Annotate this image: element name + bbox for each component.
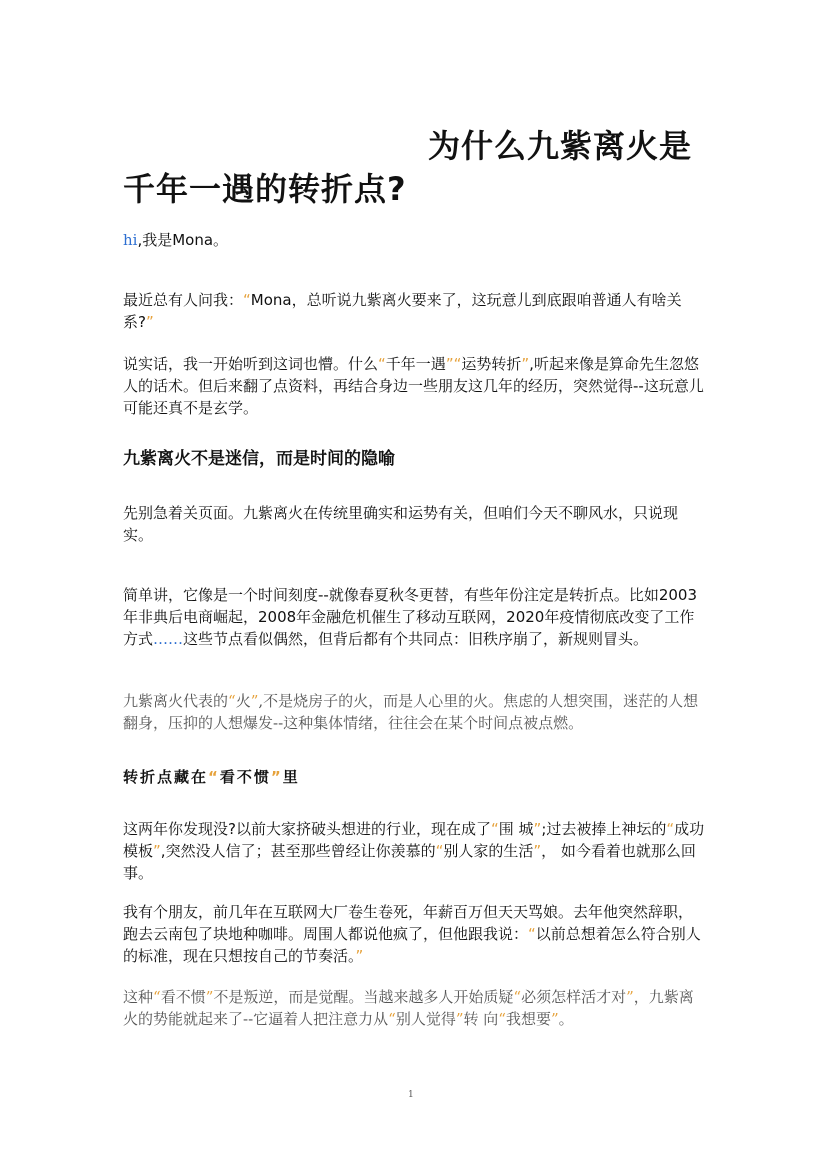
title-line-1: 为什么九紫离火是 (428, 127, 693, 165)
p8-quote: ” (550, 1010, 559, 1028)
p8-term-3: 别人觉得 (395, 1010, 456, 1028)
p6-term-1: 围 城 (498, 820, 534, 838)
p2-quote: ” (521, 355, 530, 373)
greeting (123, 229, 705, 251)
paragraph-7 (123, 901, 705, 967)
p8-term-2: 必须怎样活才对 (521, 988, 627, 1006)
p8-quote: ” (626, 988, 634, 1006)
p2-text-b: ,听起来像是算命先生忽悠人的话术。但后来翻了点资料，再结合身边一些朋友这几年的经历，突然觉得--这玩意儿可能还真不是玄学。 (123, 355, 704, 417)
p8-quote: ” (205, 988, 214, 1006)
p5-text-b: ,不是烧房子的火，而是人心里的火。焦虑的人想突围，迷茫的人想翻身，压抑的人想爆发--这种集体情绪，往往会在某个时间点被点燃。 (123, 692, 699, 732)
p6-text-b: ;过去被捧上神坛的 (541, 820, 667, 838)
p6-text-c: ,突然没人信了；甚至那些曾经让你羡慕的 (160, 842, 436, 860)
greeting-hi: hi (123, 231, 138, 249)
h2-text-b: 里 (282, 768, 300, 786)
p5-term: 火 (235, 692, 251, 710)
h2-quote: “ (208, 768, 220, 786)
p7-text-b: 以前总想着怎么符合别人的标准，现在只想按自己的节奏活。 (123, 925, 701, 965)
p2-text-a: 说实话，我一开始听到这词也懵。什么 (123, 355, 379, 373)
p5-quote: “ (228, 692, 236, 710)
p1-text-a: 最近总有人问我： (123, 291, 244, 309)
p6-term-3: 别人家的生活 (443, 842, 534, 860)
p7-text-a: 我有个朋友，前几年在互联网大厂卷生卷死，年薪百万但天天骂娘。去年他突然辞职，跑去云南包了块地种咖啡。周围人都说他疯了，但他跟我说： (123, 903, 694, 943)
p5-text-a: 九紫离火代表的 (123, 692, 229, 710)
paragraph-1 (123, 289, 705, 333)
p8-quote: “ (498, 1010, 506, 1028)
p6-quote: “ (666, 820, 675, 838)
p8-quote: ” (455, 1010, 464, 1028)
paragraph-6 (123, 818, 705, 884)
p7-quote: ” (355, 947, 364, 965)
paragraph-5 (123, 690, 705, 734)
p2-quote: ” (445, 355, 454, 373)
p8-text-d: 转 向 (463, 1010, 499, 1028)
p6-text-d: ， 如今看着也就那么回事。 (123, 842, 696, 882)
p8-quote: “ (513, 988, 522, 1006)
p8-text-e: 。 (558, 1010, 574, 1028)
p1-quote-open: “ (243, 291, 251, 309)
section-heading-1: 九紫离火不是迷信，而是时间的隐喻 (123, 449, 395, 469)
p2-term-2: 运势转折 (461, 355, 522, 373)
p2-quote: “ (453, 355, 462, 373)
p6-quote: “ (435, 842, 444, 860)
h2-term: 看不惯 (219, 768, 271, 786)
p6-quote: “ (490, 820, 499, 838)
p8-text-a: 这种 (123, 988, 154, 1006)
p5-quote: ” (250, 692, 259, 710)
p6-term-2: 成功模板 (123, 820, 705, 860)
paragraph-3: 先别急着关页面。九紫离火在传统里确实和运势有关，但咱们今天不聊风水，只说现实。 (123, 504, 679, 544)
h2-quote: ” (270, 768, 283, 786)
p1-quote-close: ” (145, 313, 154, 331)
p2-term-1: 千年一遇 (385, 355, 446, 373)
paragraph-4 (123, 584, 705, 650)
p4-text-a: 简单讲，它像是一个时间刻度--就像春夏秋冬更替，有些年份注定是转折点。比如2003年非典后电商崛起，2008年金融危机催生了移动互联网，2020年疫情彻底改变了工作方式 (123, 586, 698, 648)
p8-quote: “ (153, 988, 161, 1006)
p4-ellipsis: …… (153, 630, 184, 648)
p4-text-b: 这些节点看似偶然，但背后都有个共同点：旧秩序崩了，新规则冒头。 (183, 630, 649, 648)
p6-text-a: 这两年你发现没?以前大家挤破头想进的行业，现在成了 (123, 820, 491, 838)
greeting-rest: ,我是Mona。 (137, 231, 229, 249)
p6-quote: ” (533, 820, 542, 838)
paragraph-8 (123, 986, 705, 1030)
p6-quote: ” (533, 842, 542, 860)
p1-text-b: Mona，总听说九紫离火要来了，这玩意儿到底跟咱普通人有啥关系? (123, 291, 682, 331)
section-heading-2 (123, 765, 300, 789)
title-line-2: 千年一遇的转折点? (123, 170, 407, 208)
p7-quote: “ (528, 925, 536, 943)
page-number: 1 (408, 1090, 414, 1100)
h2-text-a: 转折点藏在 (123, 768, 209, 786)
p8-term-4: 我想要 (505, 1010, 551, 1028)
p8-quote: “ (388, 1010, 396, 1028)
p2-quote: “ (378, 355, 386, 373)
paragraph-2 (123, 353, 705, 419)
p8-text-b: 不是叛逆，而是觉醒。当越来越多人开始质疑 (213, 988, 514, 1006)
p6-quote: ” (153, 842, 161, 860)
p8-text-c: ，九紫离火的势能就起来了--它逼着人把注意力从 (123, 988, 694, 1028)
p8-term-1: 看不惯 (160, 988, 206, 1006)
